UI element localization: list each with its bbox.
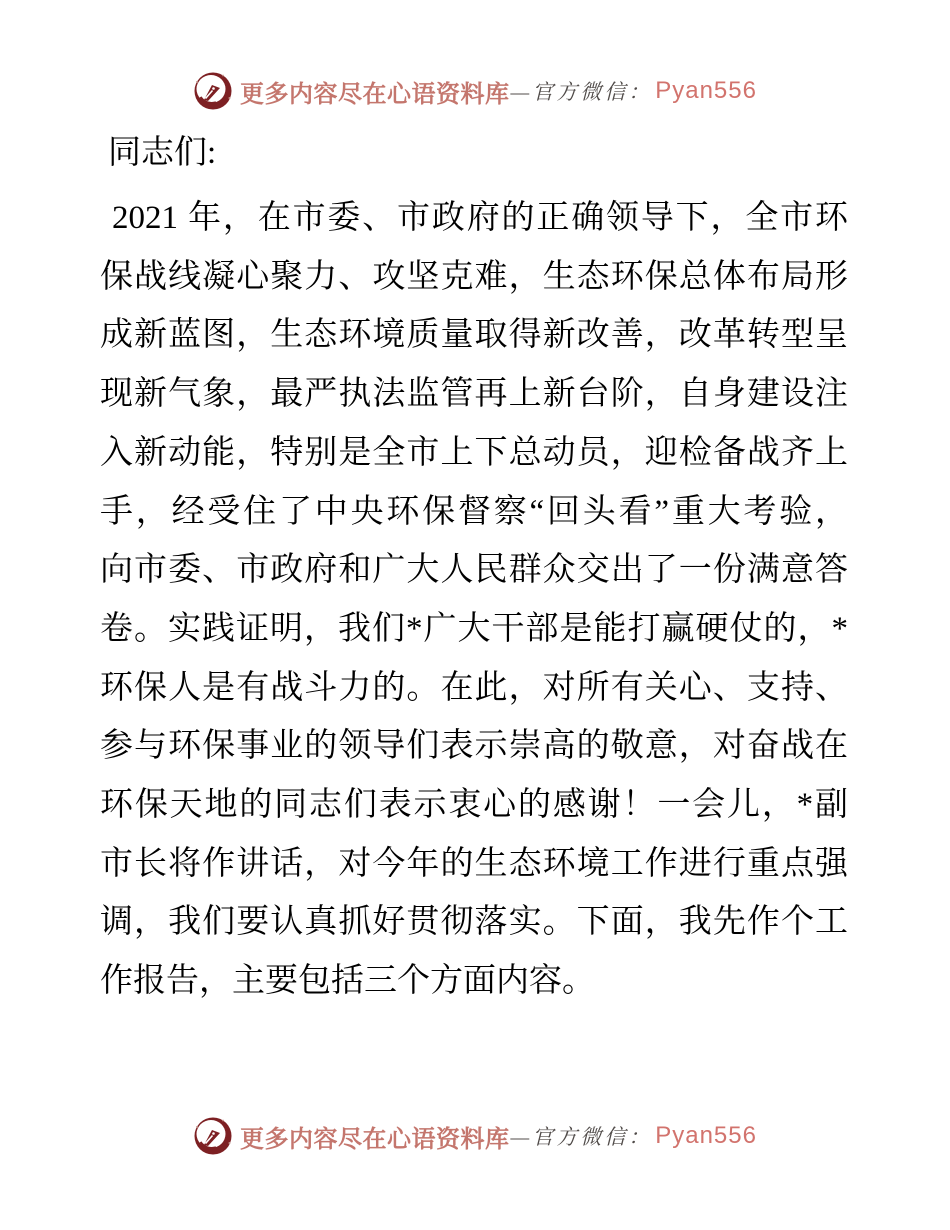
- watermark-brand-text: 更多内容尽在心语资料库: [240, 1126, 510, 1153]
- paragraph-line: 环保天地的同志们表示衷心的感谢！一会儿，*副: [100, 787, 848, 824]
- watermark-wechat-id: Pyan556: [655, 77, 757, 104]
- watermark-brand-text: 更多内容尽在心语资料库: [240, 81, 510, 108]
- watermark-header: [0, 68, 950, 114]
- paragraph-line: 市长将作讲话，对今年的生态环境工作进行重点强: [100, 845, 848, 882]
- paragraph-line: 调，我们要认真抓好贯彻落实。下面，我先作个工: [100, 904, 848, 941]
- paragraph-line: 参与环保事业的领导们表示崇高的敬意，对奋战在: [100, 728, 848, 765]
- document-body: [100, 124, 848, 1011]
- pen-circle-logo-icon: [193, 1116, 233, 1156]
- watermark-wechat-id: Pyan556: [655, 1122, 757, 1149]
- main-paragraph: [100, 189, 848, 1011]
- paragraph-line: 成新蓝图，生态环境质量取得新改善，改革转型呈: [100, 317, 848, 354]
- watermark-footer: [0, 1113, 950, 1159]
- paragraph-line: 保战线凝心聚力、攻坚克难，生态环保总体布局形: [100, 258, 848, 295]
- paragraph-line: 环保人是有战斗力的。在此，对所有关心、支持、: [100, 669, 848, 706]
- watermark-wechat-label: —官方微信：: [510, 80, 653, 104]
- paragraph-line: 作报告，主要包括三个方面内容。: [100, 963, 595, 1000]
- salutation-line: 同志们:: [108, 135, 217, 171]
- watermark-wechat-label: —官方微信：: [510, 1125, 653, 1149]
- paragraph-line: 2021 年，在市委、市政府的正确领导下，全市环: [112, 200, 848, 236]
- paragraph-line: 现新气象，最严执法监管再上新台阶，自身建设注: [100, 376, 848, 413]
- paragraph-line: 手，经受住了中央环保督察“回头看”重大考验，: [100, 493, 848, 530]
- paragraph-line: 入新动能，特别是全市上下总动员，迎检备战齐上: [100, 434, 848, 471]
- paragraph-line: 向市委、市政府和广大人民群众交出了一份满意答: [100, 552, 848, 589]
- pen-circle-logo-icon: [193, 71, 233, 111]
- paragraph-line: 卷。实践证明，我们*广大干部是能打赢硬仗的，*: [100, 610, 848, 647]
